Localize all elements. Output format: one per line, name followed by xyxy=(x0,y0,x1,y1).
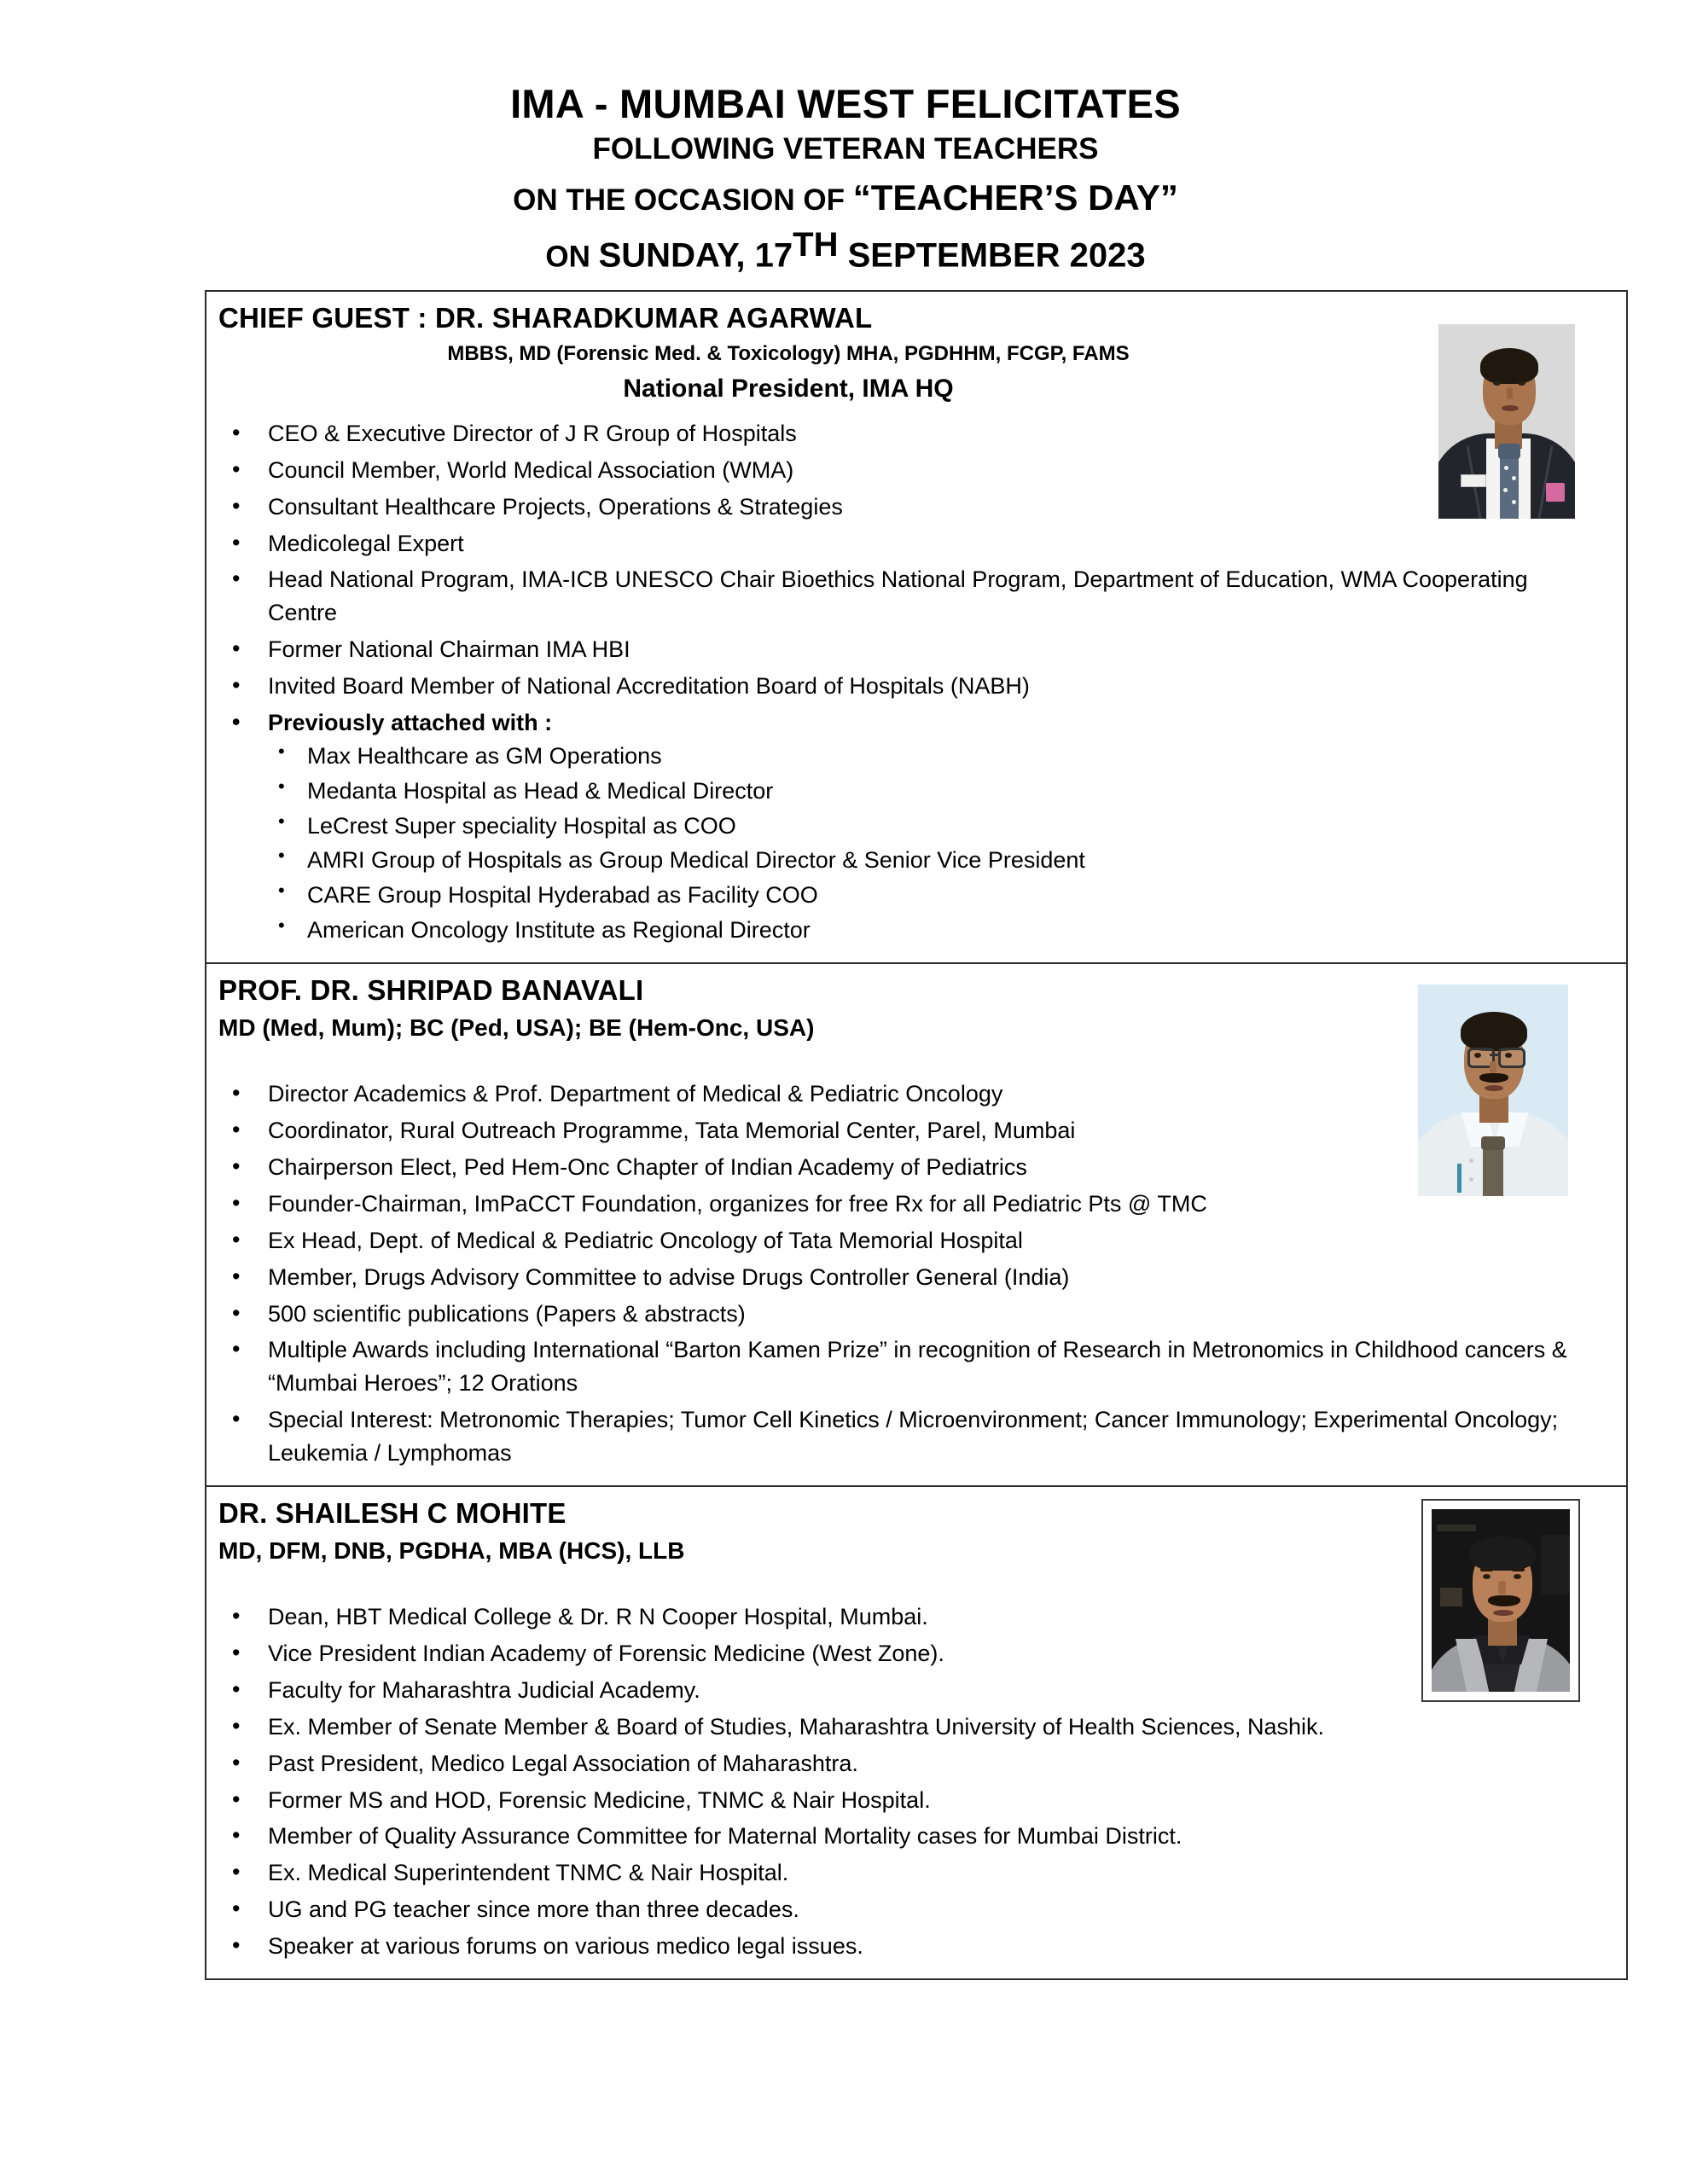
person-sub-bullets-0 xyxy=(268,740,1614,947)
list-item-label: Previously attached with : xyxy=(268,709,553,735)
sub-list-item: • American Oncology Institute as Regional Director xyxy=(268,914,1614,947)
document-header xyxy=(0,0,1691,275)
list-item: • Special Interest: Metronomic Therapies; Tumor Cell Kinetics / Microenvironment; Cancer Immunology; Experimental Oncology; Leukemia / Lymphomas xyxy=(218,1403,1614,1470)
header-title-line-1: IMA - MUMBAI WEST FELICITATES xyxy=(510,81,1181,126)
person-name-1: PROF. DR. SHRIPAD BANAVALI xyxy=(218,974,644,1007)
list-item: • Former MS and HOD, Forensic Medicine, TNMC & Nair Hospital. xyxy=(218,1784,1614,1817)
list-item: • Head National Program, IMA-ICB UNESCO Chair Bioethics National Program, Department of Education, WMA Cooperating Centre xyxy=(218,563,1531,630)
portrait-photo-chief-guest xyxy=(1438,324,1575,519)
list-item: • Ex Head, Dept. of Medical & Pediatric Oncology of Tata Memorial Hospital xyxy=(218,1224,1614,1258)
list-item: • Council Member, World Medical Association (WMA) xyxy=(218,454,1614,487)
header-occasion-prefix: ON THE OCCASION OF xyxy=(513,183,853,217)
person-bullets-2 xyxy=(218,1600,1614,1963)
portrait-photo-shailesh-c-mohite xyxy=(1421,1499,1580,1702)
header-title-line-2: FOLLOWING VETERAN TEACHERS xyxy=(592,131,1099,166)
header-date-main: SUNDAY, 17 xyxy=(598,236,793,275)
list-item: • Speaker at various forums on various medico legal issues. xyxy=(218,1930,1614,1963)
list-item: • UG and PG teacher since more than three decades. xyxy=(218,1893,1614,1926)
sub-list-item: • AMRI Group of Hospitals as Group Medical Director & Senior Vice President xyxy=(268,844,1614,877)
sub-list-item: • LeCrest Super speciality Hospital as COO xyxy=(268,810,1614,843)
person-name-0: CHIEF GUEST : DR. SHARADKUMAR AGARWAL xyxy=(218,302,873,334)
header-date-ordinal: TH xyxy=(793,225,839,264)
sub-list-item: • Medanta Hospital as Head & Medical Director xyxy=(268,775,1614,808)
list-item: • Invited Board Member of National Accreditation Board of Hospitals (NABH) xyxy=(218,670,1614,703)
person-bullets-1 xyxy=(218,1077,1614,1470)
header-occasion-quoted: “TEACHER’S DAY” xyxy=(852,177,1178,218)
person-row-shripad-banavali xyxy=(206,964,1626,1487)
list-item: • Ex. Member of Senate Member & Board of Studies, Maharashtra University of Health Sciences, Nashik. xyxy=(218,1711,1614,1744)
list-item: • Faculty for Maharashtra Judicial Academy. xyxy=(218,1674,1614,1707)
list-item: • Chairperson Elect, Ped Hem-Onc Chapter of Indian Academy of Pediatrics xyxy=(218,1151,1614,1184)
header-title-line-4 xyxy=(0,226,1691,275)
list-item: • Vice President Indian Academy of Forensic Medicine (West Zone). xyxy=(218,1637,1614,1670)
person-row-chief-guest xyxy=(206,292,1626,964)
list-item: • Founder-Chairman, ImPaCCT Foundation, organizes for free Rx for all Pediatric Pts @ TMC xyxy=(218,1188,1614,1221)
person-degrees-0: MBBS, MD (Forensic Med. & Toxicology) MHA, PGDHHM, FCGP, FAMS xyxy=(447,341,1130,365)
list-item: • Consultant Healthcare Projects, Operations & Strategies xyxy=(218,491,1614,524)
list-item: • Member of Quality Assurance Committee for Maternal Mortality cases for Mumbai District. xyxy=(218,1820,1614,1853)
list-item: • 500 scientific publications (Papers & abstracts) xyxy=(218,1298,1614,1331)
list-item: • Director Academics & Prof. Department of Medical & Pediatric Oncology xyxy=(218,1077,1614,1111)
list-item: • Member, Drugs Advisory Committee to advise Drugs Controller General (India) xyxy=(218,1261,1614,1294)
list-item: • Ex. Medical Superintendent TNMC & Nair Hospital. xyxy=(218,1856,1614,1890)
portrait-photo-shripad-banavali xyxy=(1418,985,1568,1196)
list-item: • Past President, Medico Legal Association of Maharashtra. xyxy=(218,1747,1614,1780)
sub-list-item: • CARE Group Hospital Hyderabad as Facility COO xyxy=(268,879,1614,912)
list-item: • Former National Chairman IMA HBI xyxy=(218,633,1614,666)
veteran-teachers-table xyxy=(205,290,1628,1980)
list-item: • CEO & Executive Director of J R Group of Hospitals xyxy=(218,417,1614,450)
list-item: • Multiple Awards including International “Barton Kamen Prize” in recognition of Research in Metronomics in Childhood cancers & “Mumbai Heroes”; 12 Orations xyxy=(218,1333,1614,1400)
person-degrees-2: MD, DFM, DNB, PGDHA, MBA (HCS), LLB xyxy=(218,1536,685,1564)
person-row-shailesh-c-mohite xyxy=(206,1487,1626,1978)
list-item-previously-attached xyxy=(218,706,1614,947)
person-bullets-0 xyxy=(218,417,1614,947)
list-item: • Dean, HBT Medical College & Dr. R N Cooper Hospital, Mumbai. xyxy=(218,1600,1614,1634)
list-item: • Medicolegal Expert xyxy=(218,527,1614,561)
list-item: • Coordinator, Rural Outreach Programme, Tata Memorial Center, Parel, Mumbai xyxy=(218,1114,1614,1147)
person-title-0: National President, IMA HQ xyxy=(623,374,954,403)
portrait-photo-inner xyxy=(1432,1509,1570,1692)
person-degrees-1: MD (Med, Mum); BC (Ped, USA); BE (Hem-Onc, USA) xyxy=(218,1014,815,1041)
header-date-prefix: ON xyxy=(545,240,599,274)
sub-list-item: • Max Healthcare as GM Operations xyxy=(268,740,1614,773)
header-date-rest: SEPTEMBER 2023 xyxy=(838,236,1146,275)
header-title-line-3 xyxy=(0,177,1691,218)
person-name-2: DR. SHAILESH C MOHITE xyxy=(218,1496,567,1529)
